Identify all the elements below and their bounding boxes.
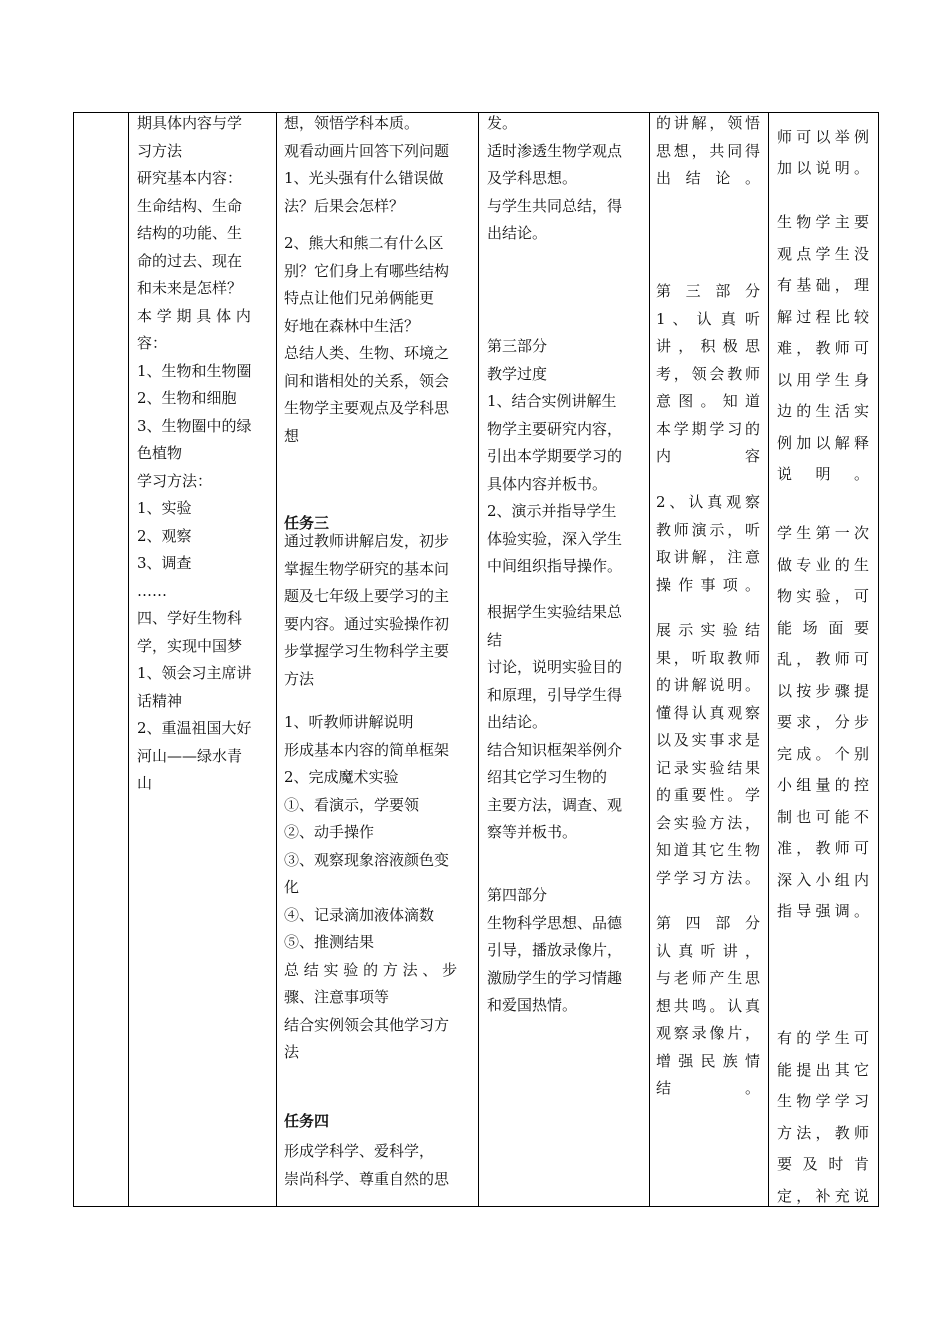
text-line: 能 场 面 要 bbox=[777, 618, 869, 637]
activity-text bbox=[284, 709, 474, 1067]
text-line: 总 结 实 验 的 方 法 、 步 bbox=[284, 960, 458, 979]
text-line: 的重要性。学 bbox=[656, 786, 760, 804]
text-line: 定，补充说 bbox=[777, 1186, 869, 1205]
text-line: 及学科思想。 bbox=[487, 169, 578, 187]
text-line: 察等并板书。 bbox=[487, 823, 578, 841]
text-line: 1、生物和生物圈 bbox=[137, 361, 252, 380]
text-line: 通过教师讲解启发，初步 bbox=[284, 532, 450, 550]
task-four-heading: 任务四 bbox=[284, 1112, 330, 1130]
text-line: 习方法 bbox=[137, 141, 183, 160]
text-line: 法 bbox=[284, 1043, 300, 1061]
text-line: 第三部分 bbox=[656, 282, 760, 300]
text-line: 有的学生可 bbox=[777, 1029, 869, 1047]
text-line: 色植物 bbox=[137, 444, 183, 462]
table-cell-student-activity bbox=[277, 112, 478, 1207]
text-line: 能提出其它 bbox=[777, 1060, 869, 1079]
text-line: 根据学生实验结果总 bbox=[487, 603, 623, 621]
text-line: 结构的功能、生 bbox=[137, 224, 243, 242]
text-line: 出结论。 bbox=[656, 169, 760, 187]
text-line: 山 bbox=[137, 774, 153, 792]
text-line: 掌握生物学研究的基本问 bbox=[284, 559, 450, 578]
text-line: 形成学科学、爱科学， bbox=[284, 1142, 435, 1160]
text-line: 学，实现中国梦 bbox=[137, 636, 243, 655]
text-line: 想共鸣。认真 bbox=[656, 996, 760, 1015]
text-line: 解过程比较 bbox=[777, 307, 869, 326]
text-line: 2、演示并指导学生 bbox=[487, 502, 617, 520]
text-line: 结合知识框架举例介 bbox=[487, 740, 623, 759]
activity-text bbox=[284, 112, 474, 220]
text-line: 增 强 民 族 情 bbox=[656, 1051, 760, 1070]
text-line: 中间组织指导操作。 bbox=[487, 557, 623, 575]
text-line: 思想，共同得 bbox=[656, 141, 760, 160]
table-cell-empty bbox=[74, 112, 128, 1207]
text-line: 崇尚科学、尊重自然的思 bbox=[284, 1169, 450, 1188]
text-line: 果，听取教师 bbox=[656, 648, 760, 667]
text-line: 研究基本内容： bbox=[137, 169, 243, 187]
text-line: 教师演示，听 bbox=[656, 520, 760, 539]
text-line: 想 bbox=[284, 426, 300, 445]
text-line: 期具体内容与学 bbox=[137, 114, 243, 132]
text-line: 讨论，说明实验目的 bbox=[487, 658, 623, 676]
text-line: 2、完成魔术实验 bbox=[284, 768, 399, 786]
text-line: 形成基本内容的简单框架 bbox=[284, 740, 450, 759]
text-line: 具体内容并板书。 bbox=[487, 474, 608, 493]
notes-text bbox=[777, 122, 869, 184]
text-line: 难，教师可 bbox=[777, 339, 869, 357]
text-line: 操作事项。 bbox=[656, 575, 760, 594]
text-line: 2、熊大和熊二有什么区 bbox=[284, 234, 444, 252]
table-cell-student-response bbox=[650, 112, 768, 1207]
student-text bbox=[656, 910, 760, 1103]
text-line: 方法 bbox=[284, 669, 315, 688]
text-line: 展 示 实 验 结 bbox=[656, 621, 760, 639]
teacher-text bbox=[487, 112, 645, 248]
table-cell-notes bbox=[769, 112, 878, 1207]
text-line: 别？它们身上有哪些结构 bbox=[284, 261, 450, 280]
text-line: 化 bbox=[284, 878, 300, 896]
activity-text bbox=[284, 528, 474, 693]
text-line: 观看动画片回答下列问题 bbox=[284, 141, 450, 160]
table-border-right bbox=[878, 112, 879, 1207]
text-line: 乱，教师可 bbox=[777, 650, 869, 668]
text-line: 3、调查 bbox=[137, 554, 192, 572]
text-line: 生物学主要观点及学科思 bbox=[284, 399, 450, 417]
text-line: 师可以举例 bbox=[777, 128, 869, 146]
text-line: 1、实验 bbox=[137, 499, 192, 517]
text-line: 骤、注意事项等 bbox=[284, 988, 390, 1006]
text-line: 2、生物和细胞 bbox=[137, 389, 237, 407]
text-line: ③、观察现象溶液颜色变 bbox=[284, 850, 450, 869]
text-line: 以及实事求是 bbox=[656, 731, 760, 749]
student-text bbox=[656, 278, 760, 471]
text-line: 总结人类、生物、环境之 bbox=[284, 344, 450, 362]
text-line: ②、动手操作 bbox=[284, 823, 375, 841]
text-line: 间和谐相处的关系，领会 bbox=[284, 371, 450, 390]
teacher-text bbox=[487, 333, 645, 581]
text-line: ④、记录滴加液体滴数 bbox=[284, 905, 435, 924]
text-line: 以用学生身 bbox=[777, 370, 869, 389]
text-line: 2、认真观察 bbox=[656, 493, 760, 511]
text-line: 的讲解说明。 bbox=[656, 676, 760, 694]
text-line: 生物科学思想、品德 bbox=[487, 913, 623, 932]
text-line: …… bbox=[137, 581, 167, 600]
text-line: 引出本学期要学习的 bbox=[487, 447, 623, 465]
text-line: 与学生共同总结，得 bbox=[487, 196, 623, 215]
text-line: 结。 bbox=[656, 1079, 760, 1097]
text-line: 取讲解，注意 bbox=[656, 548, 760, 566]
text-line: 河山——绿水青 bbox=[137, 746, 243, 765]
text-line: 1、领会习主席讲 bbox=[137, 664, 252, 682]
text-line: 容： bbox=[137, 334, 168, 352]
text-line: 要求，分步 bbox=[777, 713, 869, 731]
text-line: 深入小组内 bbox=[777, 870, 869, 889]
text-line: 和原理，引导学生得 bbox=[487, 685, 623, 704]
text-line: 知道其它生物 bbox=[656, 841, 760, 859]
student-text bbox=[656, 112, 760, 193]
text-line: 出结论。 bbox=[487, 224, 548, 242]
text-line: 会实验方法， bbox=[656, 813, 760, 832]
text-line: 方法，教师 bbox=[777, 1123, 869, 1142]
text-line: 有基础，理 bbox=[777, 276, 869, 294]
text-line: 做专业的生 bbox=[777, 555, 869, 574]
table-cell-teacher-activity bbox=[479, 112, 649, 1207]
text-line: 的讲解，领悟 bbox=[656, 114, 760, 132]
text-line: 内容 bbox=[656, 447, 760, 465]
text-line: 考，领会教师 bbox=[656, 364, 760, 383]
text-line: 3、生物圈中的绿 bbox=[137, 416, 252, 435]
text-line: 小组量的控 bbox=[777, 776, 869, 794]
text-line: 认 真 听 讲 ， bbox=[656, 941, 760, 960]
text-line: ①、看演示，学要领 bbox=[284, 795, 420, 814]
text-line: 法？后果会怎样？ bbox=[284, 196, 405, 215]
notes-text bbox=[777, 1023, 869, 1207]
text-line: 加以说明。 bbox=[777, 159, 869, 177]
text-line: 第三部分 bbox=[487, 337, 548, 355]
text-line: 完成。个别 bbox=[777, 744, 869, 763]
lesson-plan-table bbox=[73, 112, 879, 1207]
text-line: 物实验，可 bbox=[777, 587, 869, 605]
text-line: 四、学好生物科 bbox=[137, 609, 243, 627]
text-line: 生命结构、生命 bbox=[137, 196, 243, 215]
text-line: 生物学学习 bbox=[777, 1092, 869, 1110]
text-line: 边的生活实 bbox=[777, 402, 869, 420]
notes-text bbox=[777, 518, 869, 928]
task-three-heading: 任务三 bbox=[284, 514, 330, 532]
text-line: 1、听教师讲解说明 bbox=[284, 713, 414, 731]
text-line: 学学习方法。 bbox=[656, 868, 760, 887]
teacher-text bbox=[487, 882, 645, 1020]
text-line: 主要方法，调查、观 bbox=[487, 795, 623, 814]
text-line: 学生第一次 bbox=[777, 524, 869, 542]
text-line: 好地在森林中生活？ bbox=[284, 316, 420, 335]
text-line: 步掌握学习生物科学主要 bbox=[284, 642, 450, 660]
text-line: 体验实验，深入学生 bbox=[487, 529, 623, 548]
table-cell-content bbox=[129, 112, 276, 1207]
teacher-text bbox=[487, 599, 645, 847]
activity-text bbox=[284, 1138, 474, 1193]
text-line: 结 bbox=[487, 630, 503, 649]
text-line: 2、重温祖国大好 bbox=[137, 719, 252, 737]
text-line: 2、观察 bbox=[137, 526, 192, 545]
text-line: 第四部分 bbox=[487, 886, 548, 904]
student-text bbox=[656, 617, 760, 892]
text-line: 记录实验结果 bbox=[656, 758, 760, 777]
text-line: 意 图 。 知 道 bbox=[656, 392, 760, 410]
text-line: 想，领悟学科本质。 bbox=[284, 114, 420, 132]
text-line: 特点让他们兄弟俩能更 bbox=[284, 289, 435, 307]
text-line: 制也可能不 bbox=[777, 807, 869, 826]
text-line: 话精神 bbox=[137, 691, 183, 710]
text-line: 和未来是怎样？ bbox=[137, 279, 243, 297]
text-line: 本学期学习的 bbox=[656, 419, 760, 438]
text-line: 物学主要研究内容， bbox=[487, 419, 623, 438]
text-line: 教学过度 bbox=[487, 364, 548, 383]
text-line: 讲 ， 积 极 思 bbox=[656, 337, 760, 355]
text-line: 要内容。通过实验操作初 bbox=[284, 614, 450, 633]
text-line: 1、光头强有什么错误做 bbox=[284, 169, 444, 187]
content-text bbox=[137, 112, 271, 798]
text-line: 以按步骤提 bbox=[777, 681, 869, 700]
text-line: 出结论。 bbox=[487, 713, 548, 731]
text-line: 与老师产生思 bbox=[656, 969, 760, 987]
activity-text bbox=[284, 230, 474, 450]
text-line: 发。 bbox=[487, 114, 518, 132]
text-line: 激励学生的学习情趣 bbox=[487, 968, 623, 987]
text-line: 题及七年级上要学习的主 bbox=[284, 587, 450, 605]
text-line: 适时渗透生物学观点 bbox=[487, 141, 623, 160]
text-line: 结合实例领会其他学习方 bbox=[284, 1015, 450, 1034]
text-line: 1 、 认 真 听 bbox=[656, 309, 760, 328]
text-line: 命的过去、现在 bbox=[137, 251, 243, 270]
notes-text bbox=[777, 207, 869, 491]
text-line: ⑤、推测结果 bbox=[284, 933, 375, 951]
text-line: 学习方法： bbox=[137, 471, 213, 490]
text-line: 懂得认真观察 bbox=[656, 703, 760, 722]
text-line: 准，教师可 bbox=[777, 839, 869, 857]
text-line: 和爱国热情。 bbox=[487, 996, 578, 1014]
text-line: 说明。 bbox=[777, 465, 869, 483]
text-line: 观点学生没 bbox=[777, 244, 869, 263]
text-line: 引导，播放录像片， bbox=[487, 941, 623, 959]
text-line: 观察录像片， bbox=[656, 1024, 760, 1042]
text-line: 生物学主要 bbox=[777, 213, 869, 231]
text-line: 本 学 期 具 体 内 bbox=[137, 306, 251, 325]
text-line: 1、结合实例讲解生 bbox=[487, 392, 617, 410]
student-text bbox=[656, 489, 760, 599]
text-line: 绍其它学习生物的 bbox=[487, 768, 608, 786]
text-line: 要 及 时 肯 bbox=[777, 1155, 869, 1173]
text-line: 第四部分 bbox=[656, 914, 760, 932]
text-line: 指导强调。 bbox=[777, 902, 869, 920]
text-line: 例加以解释 bbox=[777, 433, 869, 452]
